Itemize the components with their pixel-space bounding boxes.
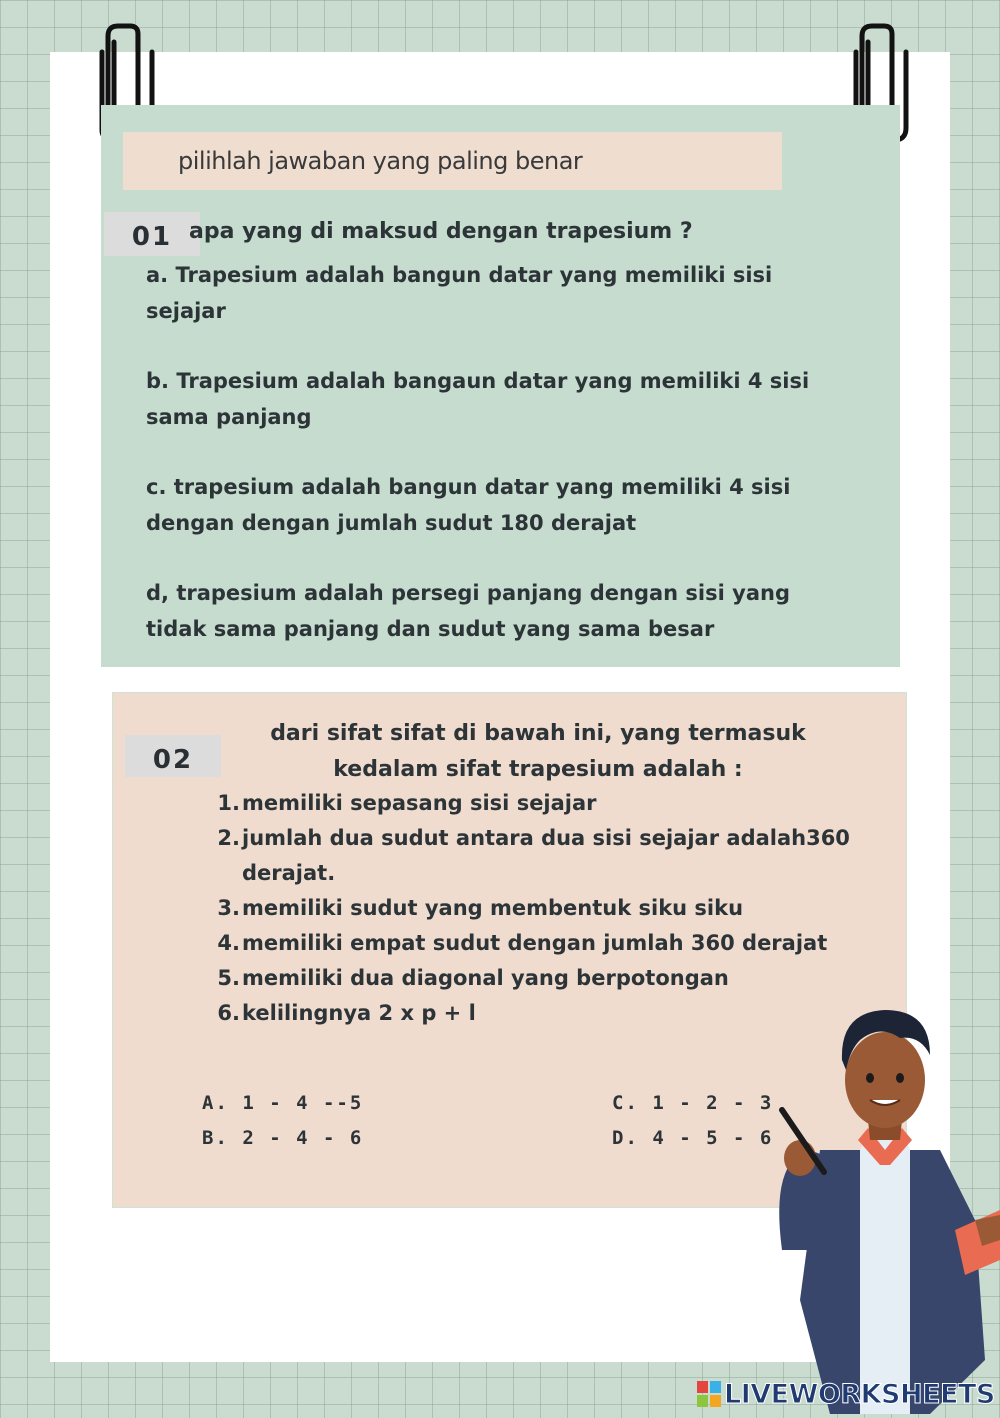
question-1-options	[146, 257, 846, 681]
property-list	[216, 786, 876, 1031]
list-item: 2. jumlah dua sudut antara dua sisi sejajar adalah360 derajat.	[217, 826, 850, 885]
liveworksheets-logo	[697, 1378, 995, 1410]
option-a[interactable]: a. Trapesium adalah bangun datar yang memiliki sisi sejajar	[146, 263, 773, 323]
answer-c[interactable]: C. 1 - 2 - 3	[612, 1092, 774, 1114]
answer-b[interactable]: B. 2 - 4 - 6	[202, 1127, 364, 1149]
list-item: 4. memiliki empat sudut dengan jumlah 360 derajat	[217, 931, 828, 955]
question-1-text: apa yang di maksud dengan trapesium ?	[189, 219, 693, 244]
question-2-text: dari sifat sifat di bawah ini, yang termasuk kedalam sifat trapesium adalah :	[270, 721, 806, 782]
instruction-banner: pilihlah jawaban yang paling benar	[123, 132, 782, 190]
list-item: 5. memiliki dua diagonal yang berpotongan	[217, 966, 729, 990]
list-item: 3. memiliki sudut yang membentuk siku siku	[217, 896, 744, 920]
answer-d[interactable]: D. 4 - 5 - 6	[612, 1127, 774, 1149]
answer-a[interactable]: A. 1 - 4 --5	[202, 1092, 364, 1114]
list-item: 6. kelilingnya 2 x p + l	[217, 1001, 476, 1025]
option-c[interactable]: c. trapesium adalah bangun datar yang memiliki 4 sisi dengan dengan jumlah sudut 180 derajat	[146, 475, 791, 535]
teacher-illustration	[760, 1000, 1000, 1414]
option-b[interactable]: b. Trapesium adalah bangaun datar yang memiliki 4 sisi sama panjang	[146, 369, 810, 429]
liveworksheets-logo-icon	[697, 1381, 721, 1407]
question-2-number: 02	[125, 735, 221, 777]
option-d[interactable]: d, trapesium adalah persegi panjang dengan sisi yang tidak sama panjang dan sudut yang sama besar	[146, 581, 790, 641]
brand-name: LIVEWORKSHEETS	[724, 1378, 995, 1410]
question-1-number: 01	[104, 212, 200, 256]
list-item: 1. memiliki sepasang sisi sejajar	[217, 791, 597, 815]
